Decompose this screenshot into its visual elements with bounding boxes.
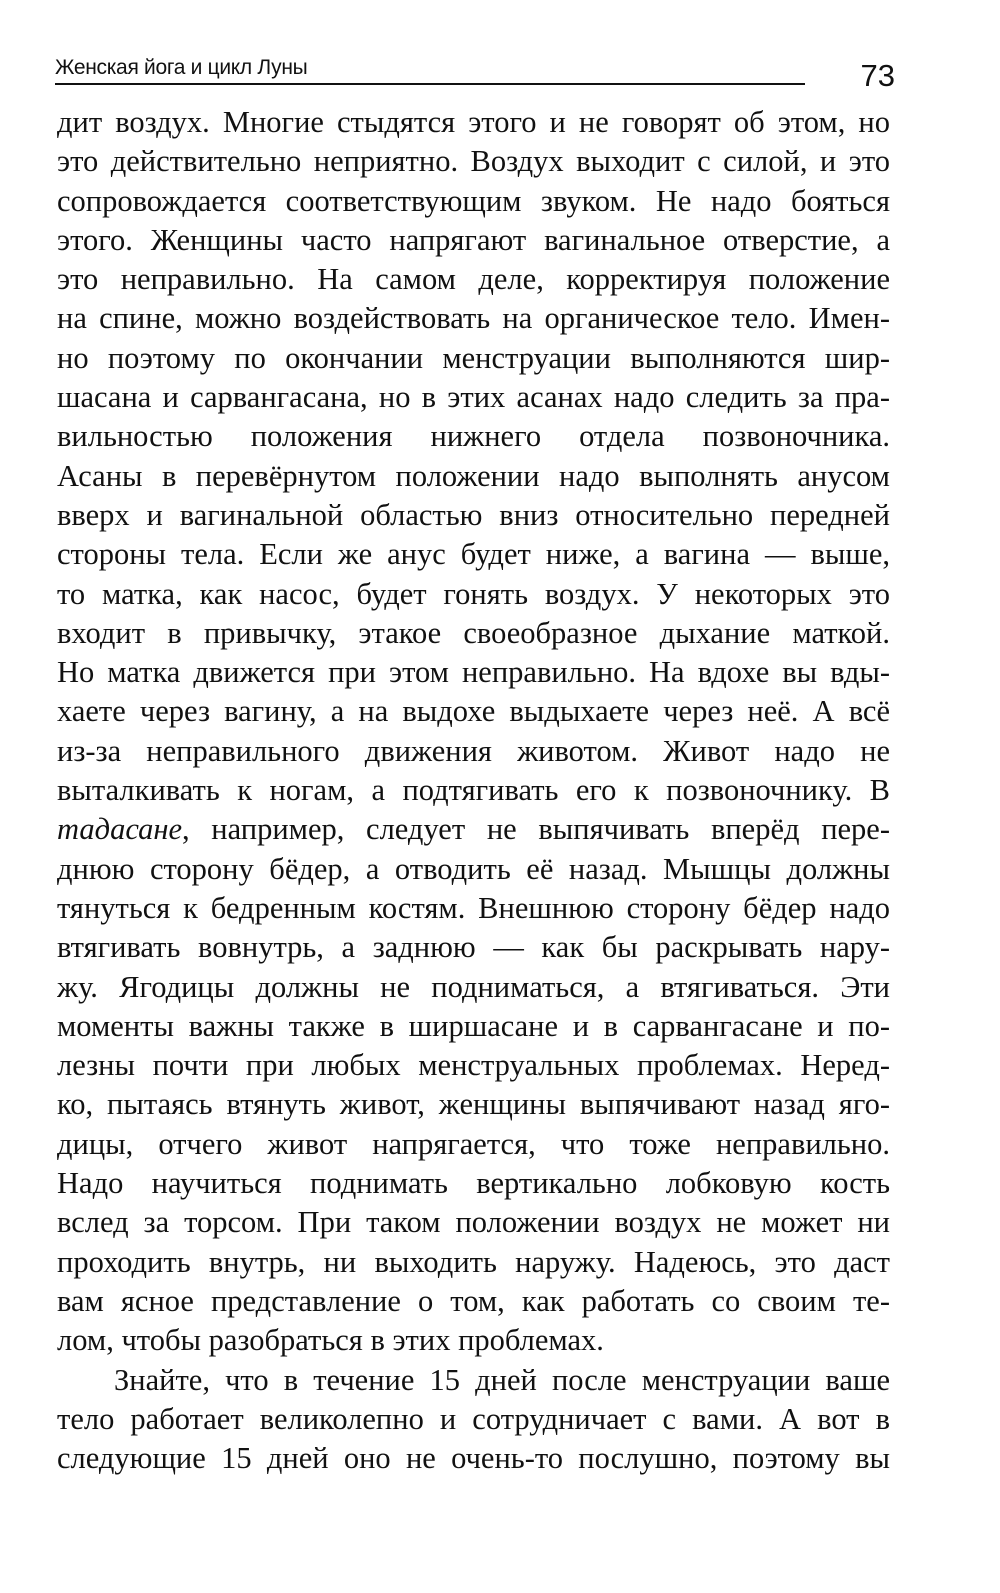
text-line: на спине, можно воздействовать на органическое тело. Имен- (57, 301, 890, 336)
text-line: следующие 15 дней оно не очень-то послушно, поэтому вы (57, 1441, 890, 1476)
text-line: вслед за торсом. При таком положении воздух не может ни (57, 1205, 890, 1240)
text-line: ко, пытаясь втянуть живот, женщины выпячивают назад яго- (57, 1087, 890, 1122)
text-line: стороны тела. Если же анус будет ниже, а вагина — выше, (57, 537, 890, 572)
paragraph-first-line: Знайте, что в течение 15 дней после менструации ваше (114, 1362, 890, 1397)
text-line: шасана и сарвангасана, но в этих асанах надо следить за пра- (57, 380, 890, 415)
text-line: вверх и вагинальной областью вниз относительно передней (57, 497, 890, 532)
text-line: тело работает великолепно и сотрудничает с вами. А вот в (57, 1401, 890, 1436)
text-line: дит воздух. Многие стыдятся этого и не говорят об этом, но (57, 105, 890, 139)
body-text (57, 103, 890, 1478)
page-number: 73 (860, 58, 895, 93)
text-line: из-за неправильного движения животом. Живот надо не (57, 733, 890, 768)
text-line: то матка, как насос, будет гонять воздух. У некоторых это (57, 576, 890, 611)
text-line: проходить внутрь, ни выходить наружу. Надеюсь, это даст (57, 1244, 890, 1279)
text-line: вам ясное представление о том, как работать со своим те- (57, 1283, 890, 1318)
text-line: это действительно неприятно. Воздух выходит с силой, и это (57, 144, 890, 179)
text-line: дицы, отчего живот напрягается, что тоже неправильно. (57, 1126, 890, 1161)
text-line: Надо научиться поднимать вертикально лобковую кость (57, 1166, 890, 1201)
running-head (55, 52, 895, 100)
asana-term-italic: тадасане (57, 812, 182, 847)
text-line: моменты важны также в ширшасане и в сарвангасане и по- (57, 1008, 890, 1043)
text-line: Но матка движется при этом неправильно. На вдохе вы вды- (57, 655, 890, 690)
text-line: входит в привычку, этакое своеобразное дыхание маткой. (57, 615, 890, 650)
text-line: этого. Женщины часто напрягают вагинальное отверстие, а (57, 222, 890, 257)
running-head-title: Женская йога и цикл Луны (55, 56, 308, 79)
text-line: Асаны в перевёрнутом положении надо выполнять анусом (57, 458, 890, 493)
paragraph-end-line: лом, чтобы разобраться в этих проблемах. (57, 1323, 604, 1358)
text-line: вильностью положения нижнего отдела позвоночника. (57, 419, 890, 454)
text-line: лезны почти при любых менструальных проблемах. Неред- (57, 1048, 890, 1083)
text-line-with-emphasis (57, 810, 890, 849)
text-line: сопровождается соответствующим звуком. Не надо бояться (57, 183, 890, 218)
text-line: втягивать вовнутрь, а заднюю — как бы раскрывать нару- (57, 930, 890, 965)
text-line-rest: , например, следует не выпячивать вперёд пере- (182, 812, 890, 847)
text-line: тянуться к бедренным костям. Внешнюю сторону бёдер надо (57, 890, 890, 925)
text-line: это неправильно. На самом деле, корректируя положение (57, 262, 890, 297)
text-line: но поэтому по окончании менструации выполняются шир- (57, 340, 890, 375)
text-line: жу. Ягодицы должны не подниматься, а втягиваться. Эти (57, 969, 890, 1004)
header-rule (55, 83, 805, 85)
text-line: выталкивать к ногам, а подтягивать его к позвоночнику. В (57, 773, 890, 808)
text-line: хаете через вагину, а на выдохе выдыхаете через неё. А всё (57, 694, 890, 729)
text-line: днюю сторону бёдер, а отводить её назад. Мышцы должны (57, 851, 890, 886)
